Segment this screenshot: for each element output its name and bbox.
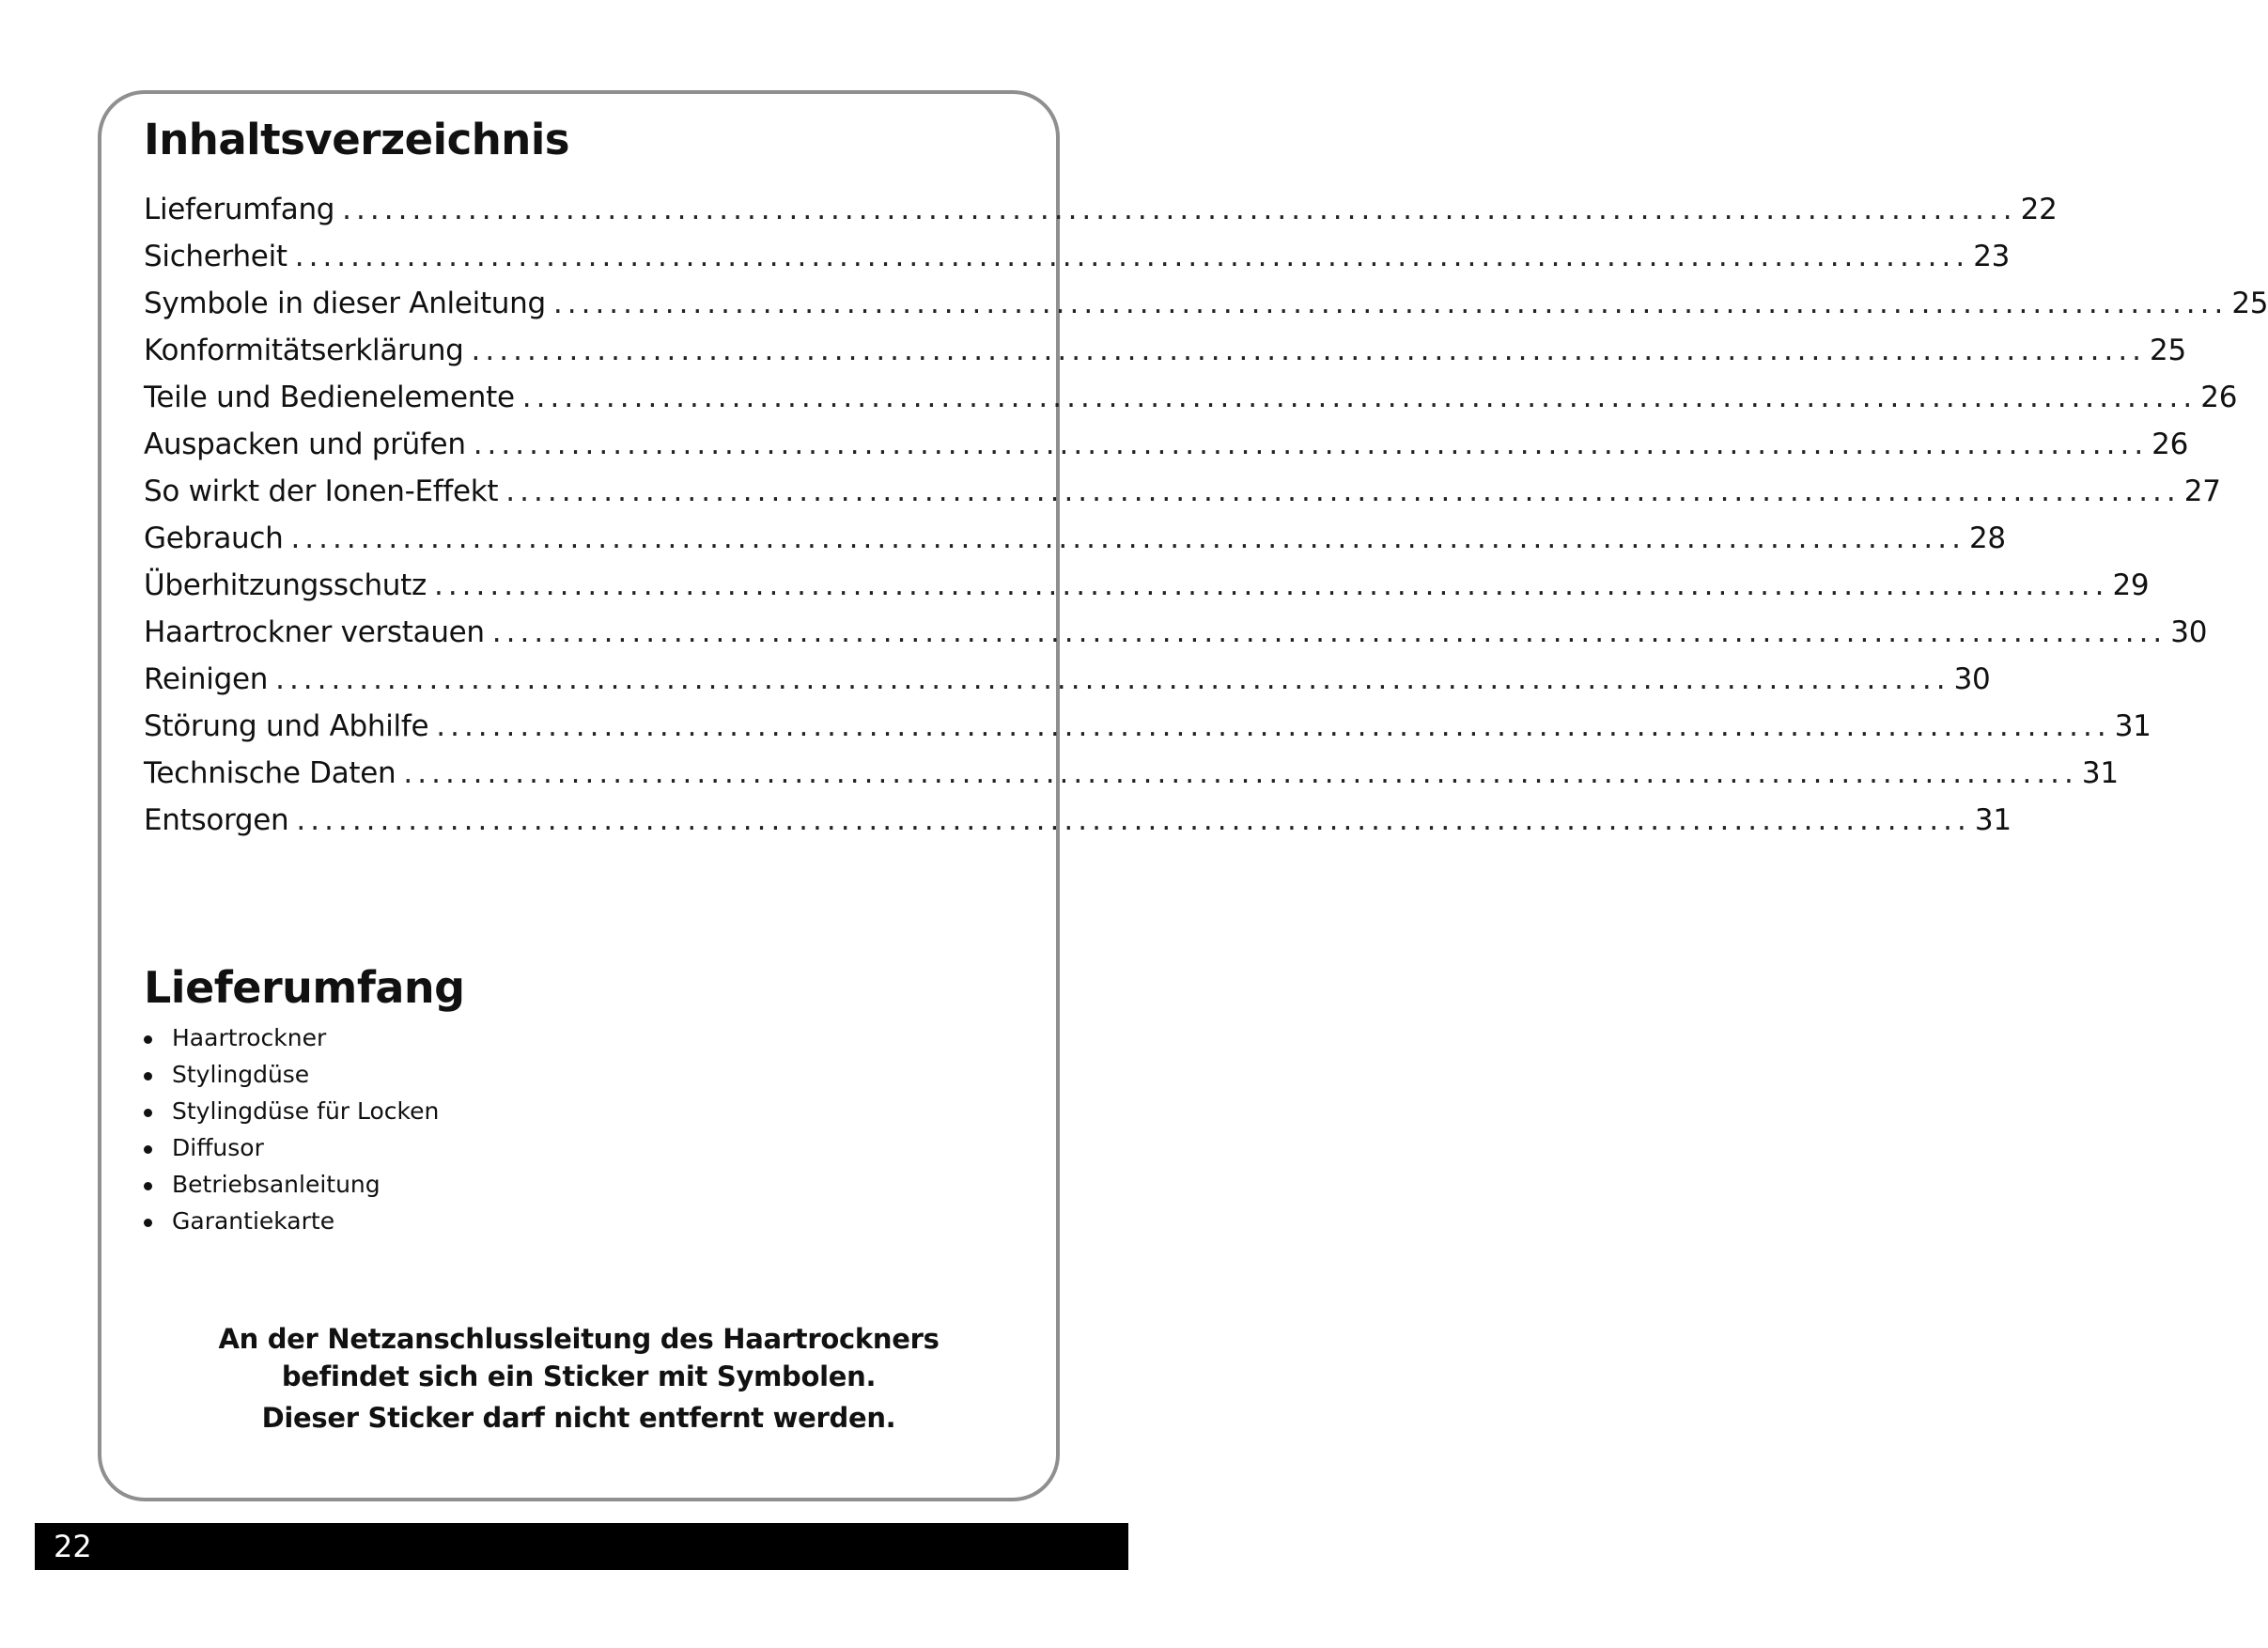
list-item-label: Haartrockner [172, 1024, 327, 1051]
toc-entry-page: 31 [2081, 756, 2119, 790]
toc-entry[interactable] [144, 703, 2151, 750]
bullet-icon [144, 1072, 152, 1081]
toc-leader-dots: ........................................................................................................................ [296, 803, 1971, 837]
toc-leader-dots: ........................................................................................................................ [275, 662, 1950, 696]
toc-entry[interactable] [144, 327, 2186, 374]
toc-entry[interactable] [144, 656, 1991, 703]
toc-entry[interactable] [144, 797, 2012, 844]
toc-entry-label: Entsorgen [144, 803, 289, 837]
delivery-contents-list [144, 1019, 439, 1239]
list-item [144, 1056, 439, 1093]
toc-entry-label: Gebrauch [144, 521, 284, 555]
list-item-label: Stylingdüse für Locken [172, 1097, 440, 1125]
toc-leader-dots: ........................................................................................................................ [552, 287, 2229, 320]
bullet-icon [144, 1109, 152, 1117]
toc-entry[interactable] [144, 280, 2268, 327]
sticker-notice [144, 1320, 1014, 1437]
bullet-icon [144, 1145, 152, 1154]
toc-entry-page: 31 [1974, 803, 2012, 837]
toc-leader-dots: ........................................................................................................................ [294, 240, 1970, 273]
toc-leader-dots: ........................................................................................................................ [290, 521, 1965, 555]
bullet-icon [144, 1219, 152, 1227]
toc-entry-label: Lieferumfang [144, 193, 335, 226]
toc-entry-page: 25 [2150, 334, 2186, 367]
list-item-label: Stylingdüse [172, 1061, 310, 1088]
toc-entry-page: 31 [2114, 709, 2151, 743]
toc-entry-label: Auspacken und prüfen [144, 428, 466, 461]
toc-entry-page: 23 [1973, 240, 2011, 273]
toc-entry-page: 28 [1968, 521, 2006, 555]
toc-entry-label: Konformitätserklärung [144, 334, 464, 367]
toc-leader-dots: ........................................................................................................................ [342, 193, 2017, 226]
toc-entry[interactable] [144, 421, 2189, 468]
notice-line: befindet sich ein Sticker mit Symbolen. [281, 1360, 877, 1392]
toc-entry-label: Überhitzungsschutz [144, 568, 427, 602]
list-item [144, 1019, 439, 1056]
toc-leader-dots: ........................................................................................................................ [505, 474, 2181, 508]
notice-line: An der Netzanschlussleitung des Haartrockners [218, 1323, 940, 1355]
bullet-icon [144, 1182, 152, 1190]
toc-leader-dots: ........................................................................................................................ [491, 615, 2167, 649]
toc-entry[interactable] [144, 609, 2208, 656]
toc-leader-dots: ........................................................................................................................ [473, 428, 2149, 461]
list-item [144, 1203, 439, 1239]
toc-entry-page: 26 [2151, 428, 2189, 461]
toc-entry-label: Reinigen [144, 662, 269, 696]
toc-entry[interactable] [144, 374, 2238, 421]
toc-entry-page: 26 [2200, 381, 2238, 414]
toc-leader-dots: ........................................................................................................................ [433, 568, 2109, 602]
bullet-icon [144, 1035, 152, 1044]
toc-entry-label: So wirkt der Ionen-Effekt [144, 474, 499, 508]
toc-entry[interactable] [144, 750, 2119, 797]
toc-leader-dots: ........................................................................................................................ [521, 381, 2198, 414]
toc-entry-label: Haartrockner verstauen [144, 615, 485, 649]
list-item [144, 1166, 439, 1203]
toc-entry[interactable] [144, 515, 2006, 562]
notice-line: Dieser Sticker darf nicht entfernt werden. [261, 1402, 896, 1434]
list-item-label: Betriebsanleitung [172, 1171, 381, 1198]
toc-entry-page: 30 [2170, 615, 2208, 649]
toc-entry-label: Störung und Abhilfe [144, 709, 429, 743]
toc-entry-page: 29 [2112, 568, 2150, 602]
list-item-label: Diffusor [172, 1134, 264, 1161]
toc-leader-dots: ........................................................................................................................ [471, 334, 2147, 367]
page-footer-bar [35, 1523, 1128, 1570]
toc-entry-label: Symbole in dieser Anleitung [144, 287, 546, 320]
table-of-contents [144, 186, 2268, 844]
section-title-lieferumfang: Lieferumfang [144, 962, 465, 1013]
toc-entry[interactable] [144, 562, 2150, 609]
page-number: 22 [54, 1529, 92, 1564]
toc-leader-dots: ........................................................................................................................ [436, 709, 2111, 743]
toc-entry-label: Technische Daten [144, 756, 396, 790]
list-item [144, 1129, 439, 1166]
list-item-label: Garantiekarte [172, 1207, 335, 1235]
toc-entry[interactable] [144, 233, 2011, 280]
toc-entry[interactable] [144, 186, 2058, 233]
toc-entry-page: 30 [1953, 662, 1991, 696]
toc-entry-label: Teile und Bedienelemente [144, 381, 515, 414]
toc-entry[interactable] [144, 468, 2221, 515]
toc-title: Inhaltsverzeichnis [144, 115, 570, 164]
toc-entry-page: 27 [2183, 474, 2221, 508]
toc-entry-page: 25 [2231, 287, 2268, 320]
toc-entry-label: Sicherheit [144, 240, 287, 273]
toc-entry-page: 22 [2020, 193, 2058, 226]
toc-leader-dots: ........................................................................................................................ [403, 756, 2078, 790]
list-item [144, 1093, 439, 1129]
